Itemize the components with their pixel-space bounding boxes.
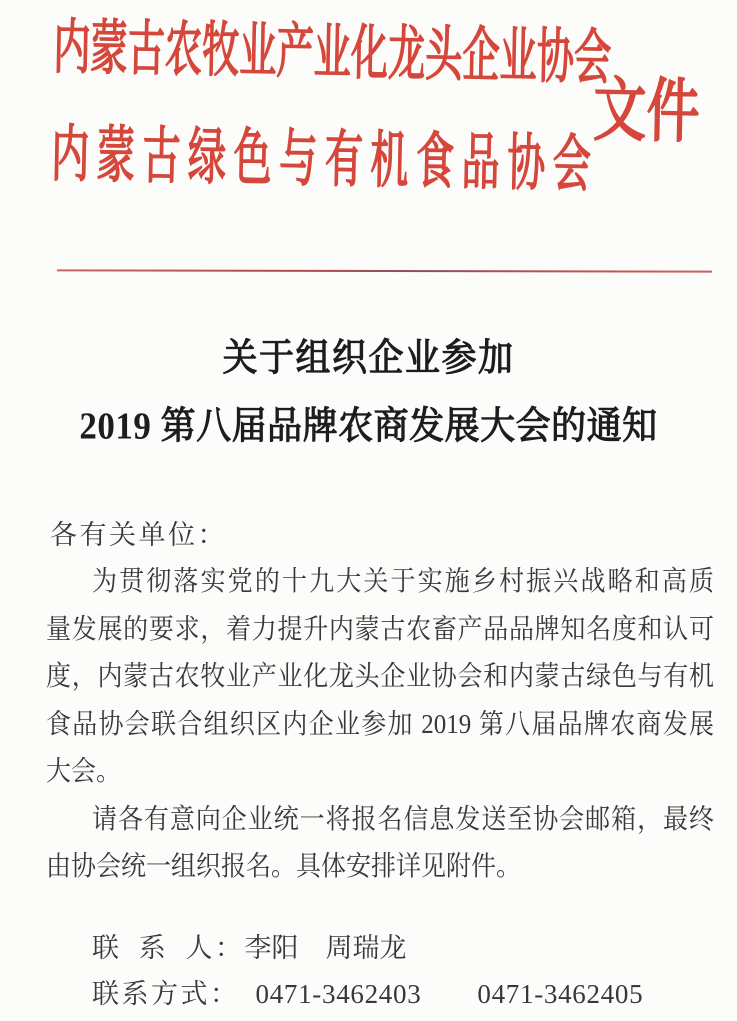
contact-person-label: 联 系 人： <box>92 933 245 963</box>
contact-phone-1: 0471-3462403 <box>255 979 422 1009</box>
salutation: 各有关单位： <box>50 520 227 550</box>
body-line-3: 度，内蒙古农牧业产业化龙头企业协会和内蒙古绿色与有机 <box>46 662 714 692</box>
letterhead <box>50 14 724 242</box>
contact-phone-2: 0471-3462405 <box>477 979 644 1009</box>
contact-person-names: 李阳 周瑞龙 <box>244 933 407 963</box>
contact-method-row <box>92 981 643 1008</box>
contact-method-label: 联系方式： <box>92 979 240 1009</box>
body-line-4: 食品协会联合组织区内企业参加 2019 第八届品牌农商发展 <box>46 710 714 740</box>
body-line-2: 量发展的要求，着力提升内蒙古农畜产品品牌知名度和认可 <box>46 615 714 645</box>
org-name-line1: 内蒙古农牧业产业化龙头企业协会 <box>52 13 612 92</box>
org-name-line2: 内蒙古绿色与有机食品协会 <box>50 119 600 200</box>
body-line-6: 请各有意向企业统一将报名信息发送至协会邮箱，最终 <box>92 805 714 835</box>
body-line-1: 为贯彻落实党的十九大关于实施乡村振兴战略和高质 <box>92 567 714 597</box>
body-line-5: 大会。 <box>46 757 122 787</box>
notice-title-line2: 2019 第八届品牌农商发展大会的通知 <box>79 404 658 447</box>
red-separator-line <box>57 269 712 272</box>
doc-type-label: 文件 <box>592 72 701 153</box>
notice-title-line1: 关于组织企业参加 <box>222 336 515 379</box>
contact-person-row <box>92 935 407 962</box>
body-line-7: 由协会统一组织报名。具体安排详见附件。 <box>46 852 522 882</box>
